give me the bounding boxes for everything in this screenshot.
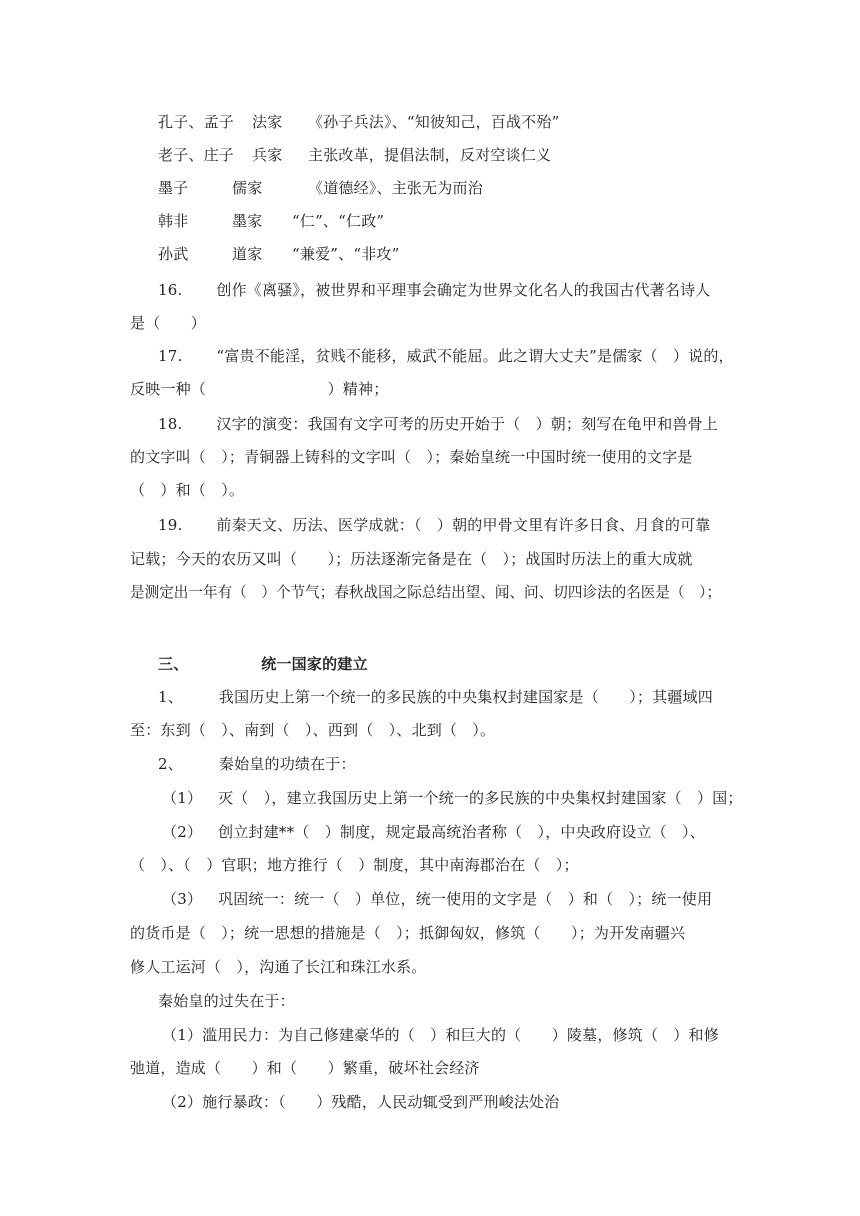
question-17 <box>158 346 734 366</box>
section-item-2 <box>158 754 356 774</box>
person-name: 韩非 <box>158 212 189 230</box>
school-name: 道家 <box>232 245 263 263</box>
person-name: 孙武 <box>158 245 189 263</box>
person-name: 墨子 <box>158 179 189 197</box>
school-item: 《孙子兵法》、“知彼知己，百战不殆” <box>308 113 560 131</box>
question-number: 18. <box>158 415 183 433</box>
person-name: 孔子、孟子 <box>158 113 235 131</box>
fault-1: （1）滥用民力：为自己修建豪华的（ ）和巨大的（ ）陵墓，修筑（ ）和修 <box>162 1026 719 1044</box>
question-19 <box>158 515 711 535</box>
question-17-cont: 反映一种（ ）精神； <box>130 380 389 398</box>
fault-2: （2）施行暴政：（ ）残酷，人民动辄受到严刑峻法处治 <box>162 1093 560 1111</box>
subitem-1 <box>162 788 743 808</box>
section-title: 统一国家的建立 <box>261 655 368 673</box>
faults-title: 秦始皇的过失在于： <box>158 992 295 1010</box>
subitem-number: （1） <box>162 789 203 807</box>
subitem-2-cont: （ ）、（ ）官职；地方推行（ ）制度，其中南海郡治在（ ）； <box>130 856 579 874</box>
question-number: 17. <box>158 347 183 365</box>
question-18 <box>158 414 718 434</box>
subitem-3-cont: 的货币是（ ）；统一思想的措施是（ ）；抵御匈奴，修筑（ ）；为开发南疆兴 <box>130 924 686 942</box>
section-item-1-cont: 至：东到（ ）、南到（ ）、西到（ ）、北到（ ）。 <box>130 721 496 739</box>
subitem-text: 灭（ ），建立我国历史上第一个统一的多民族的中央集权封建国家（ ）国； <box>218 789 743 807</box>
fault-1-cont: 弛道，造成（ ）和（ ）繁重，破坏社会经济 <box>130 1059 480 1077</box>
subitem-2 <box>162 822 705 842</box>
question-text: 创作《离骚》，被世界和平理事会确定为世界文化名人的我国古代著名诗人 <box>216 281 711 299</box>
question-number: 19. <box>158 516 183 534</box>
item-number: 1、 <box>158 688 183 706</box>
subitem-3-cont: 修人工运河（ ），沟通了长江和珠江水系。 <box>130 958 427 976</box>
question-text: “富贵不能淫，贫贱不能移，威武不能屈。此之谓大丈夫”是儒家（ ）说的， <box>216 347 734 365</box>
item-text: 我国历史上第一个统一的多民族的中央集权封建国家是（ ）；其疆域四 <box>218 688 713 706</box>
question-19-cont: 记载；今天的农历又叫（ ）；历法逐渐完备是在（ ）；战国时历法上的重大成就 <box>130 550 693 568</box>
school-item: “兼爱”、“非攻” <box>292 245 400 263</box>
question-text: 前秦天文、历法、医学成就：（ ）朝的甲骨文里有许多日食、月食的可靠 <box>216 516 711 534</box>
school-name: 儒家 <box>232 179 263 197</box>
item-number: 2、 <box>158 755 183 773</box>
question-18-cont: 的文字叫（ ）；青铜器上铸科的文字叫（ ）；秦始皇统一中国时统一使用的文字是 <box>130 448 693 466</box>
school-name: 法家 <box>252 113 283 131</box>
item-text: 秦始皇的功绩在于： <box>218 755 356 773</box>
question-18-cont: （ ）和（ ）。 <box>130 481 245 499</box>
subitem-text: 巩固统一：统一（ ）单位，统一使用的文字是（ ）和（ ）；统一使用 <box>218 890 713 908</box>
subitem-number: （2） <box>162 823 203 841</box>
section-item-1 <box>158 687 713 707</box>
school-item: “仁”、“仁政” <box>292 212 385 230</box>
school-name: 墨家 <box>232 212 263 230</box>
school-name: 兵家 <box>252 146 283 164</box>
school-item: 《道德经》、主张无为而治 <box>308 179 483 197</box>
question-text: 汉字的演变：我国有文字可考的历史开始于（ ）朝；刻写在龟甲和兽骨上 <box>216 415 719 433</box>
section-heading <box>158 654 368 674</box>
section-number: 三、 <box>158 655 189 673</box>
question-19-cont: 是测定出一年有（ ）个节气；春秋战国之际总结出望、闻、问、切四诊法的名医是（ ）； <box>130 584 722 601</box>
subitem-3 <box>162 889 712 909</box>
person-name: 老子、庄子 <box>158 146 235 164</box>
question-16-cont: 是（ ） <box>130 314 207 332</box>
question-number: 16. <box>158 281 183 299</box>
subitem-text: 创立封建**（ ）制度，规定最高统治者称（ ），中央政府设立（ ）、 <box>218 823 705 841</box>
school-item: 主张改革，提倡法制，反对空谈仁义 <box>308 146 552 164</box>
subitem-number: （3） <box>162 890 203 908</box>
question-16 <box>158 280 711 300</box>
